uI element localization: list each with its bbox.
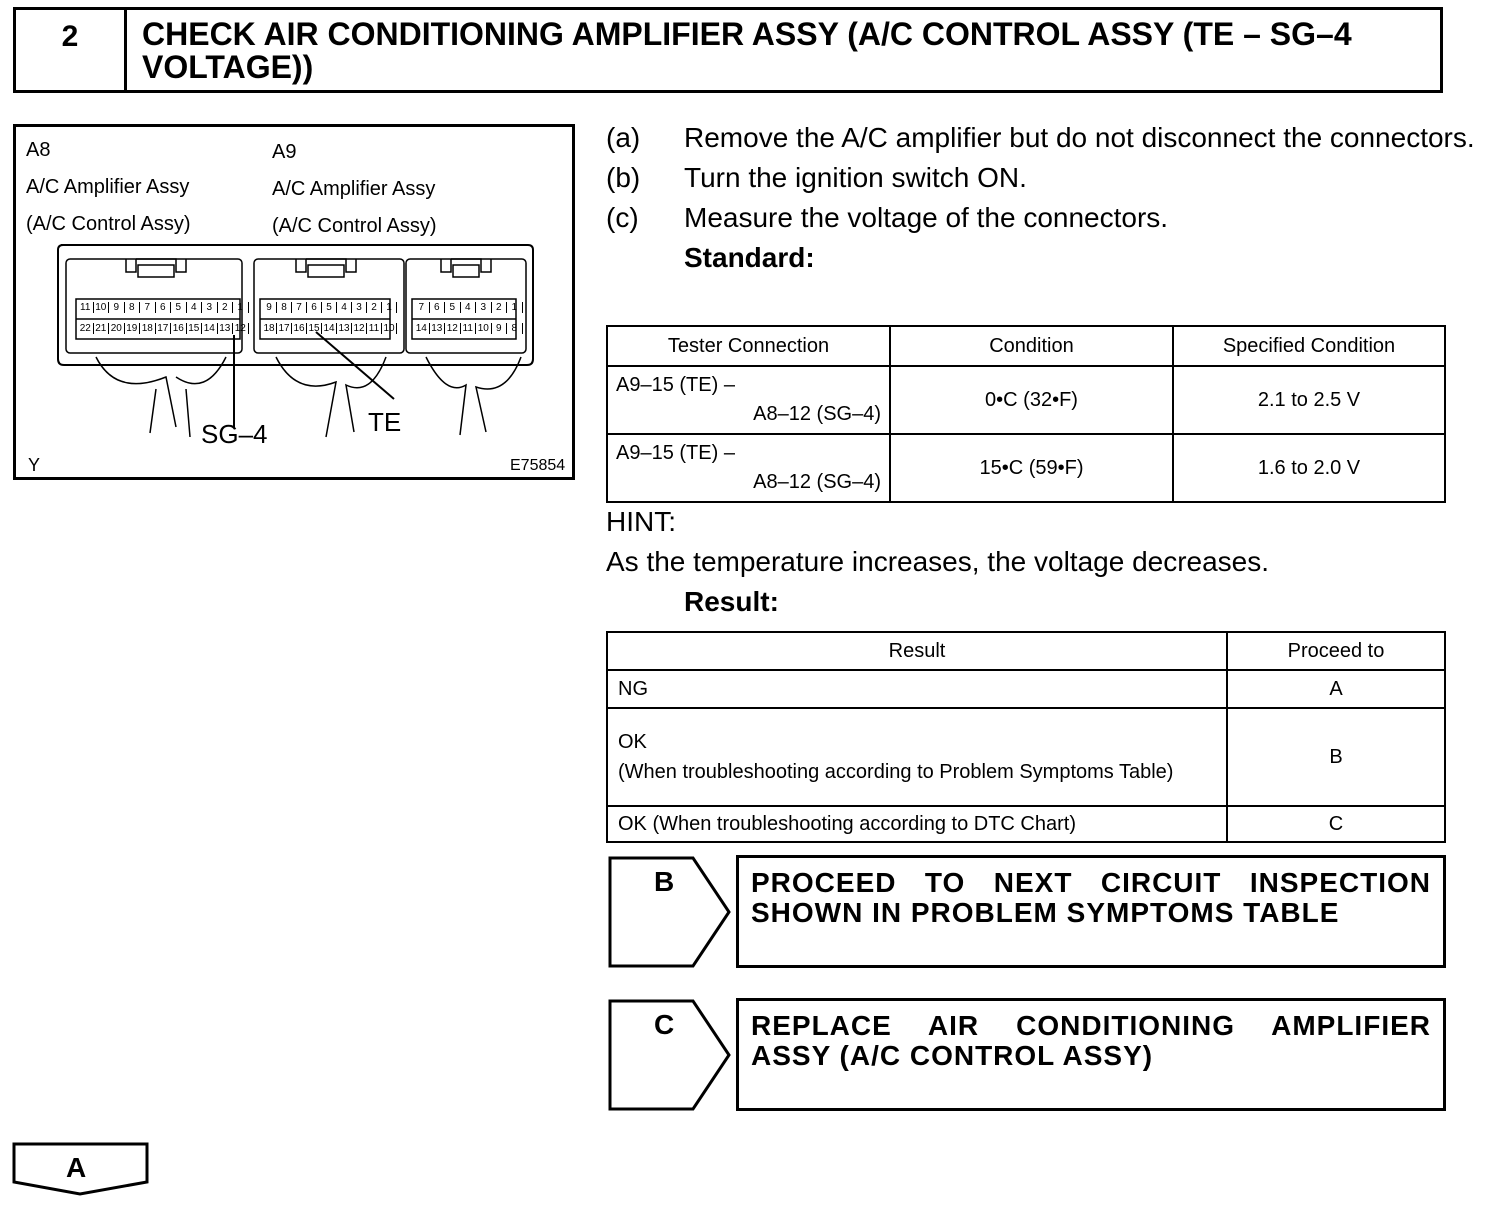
pin-number: 8 <box>507 323 523 334</box>
step-c <box>606 198 1456 238</box>
standard-table <box>606 325 1446 503</box>
hint-text: As the temperature increases, the voltage decreases. <box>606 546 1270 577</box>
pin-number: 9 <box>492 323 508 334</box>
pin-number: 18 <box>140 323 156 334</box>
pin-number: 13 <box>430 323 446 334</box>
figure-code: E75854 <box>510 457 566 474</box>
a8-connector-id: A8 <box>26 139 51 161</box>
a8-bottom-pins <box>78 323 249 334</box>
result-row3-result: OK (When troubleshooting according to DTC Chart) <box>607 806 1227 842</box>
step-header <box>13 7 1443 93</box>
bottom-tab-a: A <box>66 1152 87 1183</box>
step-title: CHECK AIR CONDITIONING AMPLIFIER ASSY (A/C CONTROL ASSY (TE – SG–4 VOLTAGE)) <box>142 16 1352 85</box>
pin-number: 14 <box>414 323 430 334</box>
pin-number: 21 <box>94 323 110 334</box>
pin-number: 10 <box>476 323 492 334</box>
result-row2-proceed: B <box>1227 708 1445 806</box>
a8-top-pins <box>78 302 249 313</box>
pin-number: 9 <box>262 302 277 313</box>
pin-number: 4 <box>187 302 203 313</box>
result-row2-line1: OK <box>618 731 647 753</box>
pin-number: 6 <box>307 302 322 313</box>
result-row2-line2: (When troubleshooting according to Problem Symptoms Table) <box>618 761 1174 783</box>
pin-number: 16 <box>171 323 187 334</box>
std-row1-condition: 0•C (32•F) <box>890 366 1173 434</box>
std-row1-connection <box>607 366 890 434</box>
pin-number: 7 <box>140 302 156 313</box>
connector-figure <box>13 124 575 480</box>
action-b-text: PROCEED TO NEXT CIRCUIT INSPECTION SHOWN IN PROBLEM SYMPTOMS TABLE <box>751 867 1431 928</box>
a9-bottom-pins <box>262 323 397 334</box>
a9-connector-id: A9 <box>272 141 297 163</box>
std-row2-connection <box>607 434 890 502</box>
pin-number: 1 <box>233 302 249 313</box>
pin-number: 11 <box>461 323 477 334</box>
pin-number: 5 <box>171 302 187 313</box>
step-a <box>606 118 1504 158</box>
pin-number: 10 <box>382 323 397 334</box>
result-row3-proceed: C <box>1227 806 1445 842</box>
a8-connector-sub: (A/C Control Assy) <box>26 213 191 235</box>
step-a-text: Remove the A/C amplifier but do not disconnect the connectors. <box>684 122 1475 153</box>
std-row2-spec: 1.6 to 2.0 V <box>1173 434 1445 502</box>
pin-number: 3 <box>352 302 367 313</box>
pin-number: 16 <box>292 323 307 334</box>
a10-top-pins <box>414 302 523 313</box>
std-row1-conn-line2: A8–12 (SG–4) <box>753 403 881 425</box>
a10-bottom-pins <box>414 323 523 334</box>
pin-number: 6 <box>156 302 172 313</box>
a8-connector-name: A/C Amplifier Assy <box>26 176 190 198</box>
pin-number: 19 <box>125 323 141 334</box>
sg4-callout: SG–4 <box>201 419 268 449</box>
std-header-spec: Specified Condition <box>1173 326 1445 366</box>
action-c-letter: C <box>654 1009 675 1040</box>
pin-number: 12 <box>445 323 461 334</box>
te-callout: TE <box>368 407 402 437</box>
pin-number: 4 <box>337 302 352 313</box>
result-label: Result: <box>684 586 779 617</box>
std-row1-conn-line1: A9–15 (TE) – <box>616 374 735 396</box>
step-number: 2 <box>16 10 127 90</box>
pin-number: 22 <box>78 323 94 334</box>
corner-mark: Y <box>28 455 41 475</box>
pin-number: 2 <box>492 302 508 313</box>
result-row1-proceed: A <box>1227 670 1445 708</box>
pin-number: 17 <box>277 323 292 334</box>
pin-number: 8 <box>125 302 141 313</box>
result-header-result: Result <box>607 632 1227 670</box>
step-a-letter: (a) <box>606 122 641 153</box>
result-table <box>606 631 1446 843</box>
step-b-text: Turn the ignition switch ON. <box>684 162 1027 193</box>
pin-number: 12 <box>233 323 249 334</box>
step-b <box>606 158 1456 198</box>
std-row2-conn-line2: A8–12 (SG–4) <box>753 471 881 493</box>
a9-connector-name: A/C Amplifier Assy <box>272 178 436 200</box>
step-b-letter: (b) <box>606 162 641 193</box>
procedure-steps <box>606 118 1475 278</box>
pin-number: 20 <box>109 323 125 334</box>
result-row2-result <box>607 708 1227 806</box>
pin-number: 1 <box>382 302 397 313</box>
std-row2-conn-line1: A9–15 (TE) – <box>616 442 735 464</box>
a9-top-pins <box>262 302 397 313</box>
pin-number: 15 <box>187 323 203 334</box>
pin-number: 12 <box>352 323 367 334</box>
pin-number: 5 <box>445 302 461 313</box>
pin-number: 11 <box>367 323 382 334</box>
pin-number: 1 <box>507 302 523 313</box>
pin-number: 13 <box>337 323 352 334</box>
a9-connector-sub: (A/C Control Assy) <box>272 215 437 237</box>
pin-number: 17 <box>156 323 172 334</box>
pin-number: 9 <box>109 302 125 313</box>
step-c-text: Measure the voltage of the connectors. <box>684 202 1169 233</box>
pin-number: 14 <box>322 323 337 334</box>
step-c-letter: (c) <box>606 202 639 233</box>
result-header-proceed: Proceed to <box>1227 632 1445 670</box>
action-c-text: REPLACE AIR CONDITIONING AMPLIFIER ASSY (A/C CONTROL ASSY) <box>751 1010 1431 1071</box>
pin-number: 2 <box>218 302 234 313</box>
pin-number: 3 <box>202 302 218 313</box>
pin-number: 2 <box>367 302 382 313</box>
hint-label: HINT: <box>606 506 676 537</box>
pin-number: 7 <box>414 302 430 313</box>
pin-number: 14 <box>202 323 218 334</box>
pin-number: 7 <box>292 302 307 313</box>
pin-number: 8 <box>277 302 292 313</box>
pin-number: 5 <box>322 302 337 313</box>
std-row2-condition: 15•C (59•F) <box>890 434 1173 502</box>
pin-number: 6 <box>430 302 446 313</box>
pin-number: 10 <box>94 302 110 313</box>
action-b-letter: B <box>654 866 675 897</box>
pin-number: 15 <box>307 323 322 334</box>
action-c-box <box>736 998 1446 1111</box>
standard-label: Standard: <box>684 242 815 273</box>
pin-number: 13 <box>218 323 234 334</box>
action-b-box <box>736 855 1446 968</box>
std-header-connection: Tester Connection <box>607 326 890 366</box>
std-header-condition: Condition <box>890 326 1173 366</box>
pin-number: 11 <box>78 302 94 313</box>
std-row1-spec: 2.1 to 2.5 V <box>1173 366 1445 434</box>
pin-number: 18 <box>262 323 277 334</box>
result-row1-result: NG <box>607 670 1227 708</box>
pin-number: 3 <box>476 302 492 313</box>
pin-number: 4 <box>461 302 477 313</box>
